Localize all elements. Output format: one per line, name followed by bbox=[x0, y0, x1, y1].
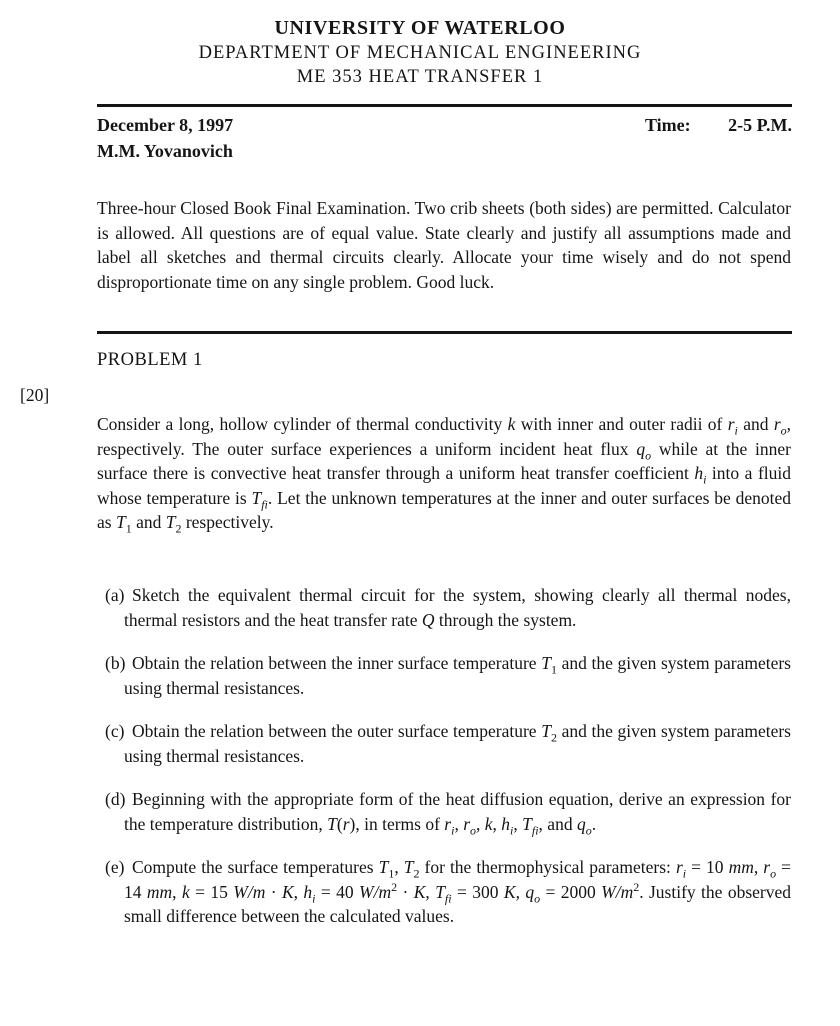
item-e-text: Compute the surface temperatures $T_1$, $T_2$ for the thermophysical parameters: $r_i = 10$ mm, $r_o = 14$ mm, k = 15 W/m · K, $h_i = 40$ $W/m^2 \cdot K$, $T_{fi} = 300$ K, $q_o = 2000$ $W/m^2$. Justify the observed small difference between the calculated values. bbox=[124, 857, 792, 926]
horizontal-rule-problem bbox=[97, 331, 792, 334]
problem-item-list bbox=[105, 583, 792, 948]
exam-time-group bbox=[645, 112, 792, 138]
exam-info-row bbox=[97, 112, 792, 138]
item-c-label: (c) bbox=[105, 721, 125, 741]
time-label: Time: bbox=[645, 115, 691, 135]
item-b-label: (b) bbox=[105, 653, 126, 673]
problem-item-b bbox=[105, 651, 791, 700]
item-a-text: Sketch the equivalent thermal circuit for the system, showing clearly all thermal nodes, thermal resistors and the heat transfer rate Q through the system. bbox=[124, 585, 791, 630]
university-title: UNIVERSITY OF WATERLOO bbox=[274, 17, 566, 39]
exam-info-block bbox=[97, 112, 792, 164]
exam-instructions-paragraph: Three-hour Closed Book Final Examination. Two crib sheets (both sides) are permitted. Calculator is allowed. All questions are of equal value. State clearly and justify all assumptions made and label all sketches and thermal circuits clearly. Allocate your time wisely and do not spend disproportionate time on any single problem. Good luck. bbox=[97, 198, 791, 292]
document-header bbox=[0, 16, 840, 89]
item-b-text: Obtain the relation between the inner surface temperature $T_1$ and the given system parameters using thermal resistances. bbox=[124, 653, 791, 698]
course-title: ME 353 HEAT TRANSFER 1 bbox=[296, 67, 544, 87]
problem-marks: [20] bbox=[20, 385, 50, 405]
item-d-text: Beginning with the appropriate form of the heat diffusion equation, derive an expression for the temperature distribution, T(r), in terms of $r_i$, $r_o$, k, $h_i$, $T_{fi}$, and $q_o$. bbox=[124, 789, 791, 837]
item-d-label: (d) bbox=[105, 789, 126, 809]
problem-item-a bbox=[105, 583, 791, 632]
exam-date: December 8, 1997 bbox=[97, 115, 234, 135]
item-c-text: Obtain the relation between the outer surface temperature $T_2$ and the given system parameters using thermal resistances. bbox=[124, 721, 791, 766]
problem-item-d bbox=[105, 787, 791, 837]
item-a-label: (a) bbox=[105, 585, 125, 605]
problem-heading: PROBLEM 1 bbox=[97, 350, 203, 370]
examiner-name: M.M. Yovanovich bbox=[97, 141, 233, 161]
problem-intro-paragraph: Consider a long, hollow cylinder of thermal conductivity k with inner and outer radii of $r_i$ and $r_o$, respectively. The outer surface experiences a uniform incident heat flux $q_o$ while at the inner surface there is convective heat transfer through a uniform heat transfer coefficient $h_i$ into a fluid whose temperature is $T_{fi}$. Let the unknown temperatures at the inner and outer surfaces be denoted as $T_1$ and $T_2$ respectively. bbox=[97, 414, 792, 536]
item-e-label: (e) bbox=[105, 857, 125, 877]
problem-item-e bbox=[105, 855, 792, 929]
time-value: 2-5 P.M. bbox=[728, 115, 792, 135]
horizontal-rule-top bbox=[97, 104, 792, 107]
department-title: DEPARTMENT OF MECHANICAL ENGINEERING bbox=[198, 43, 642, 63]
problem-item-c bbox=[105, 719, 791, 768]
